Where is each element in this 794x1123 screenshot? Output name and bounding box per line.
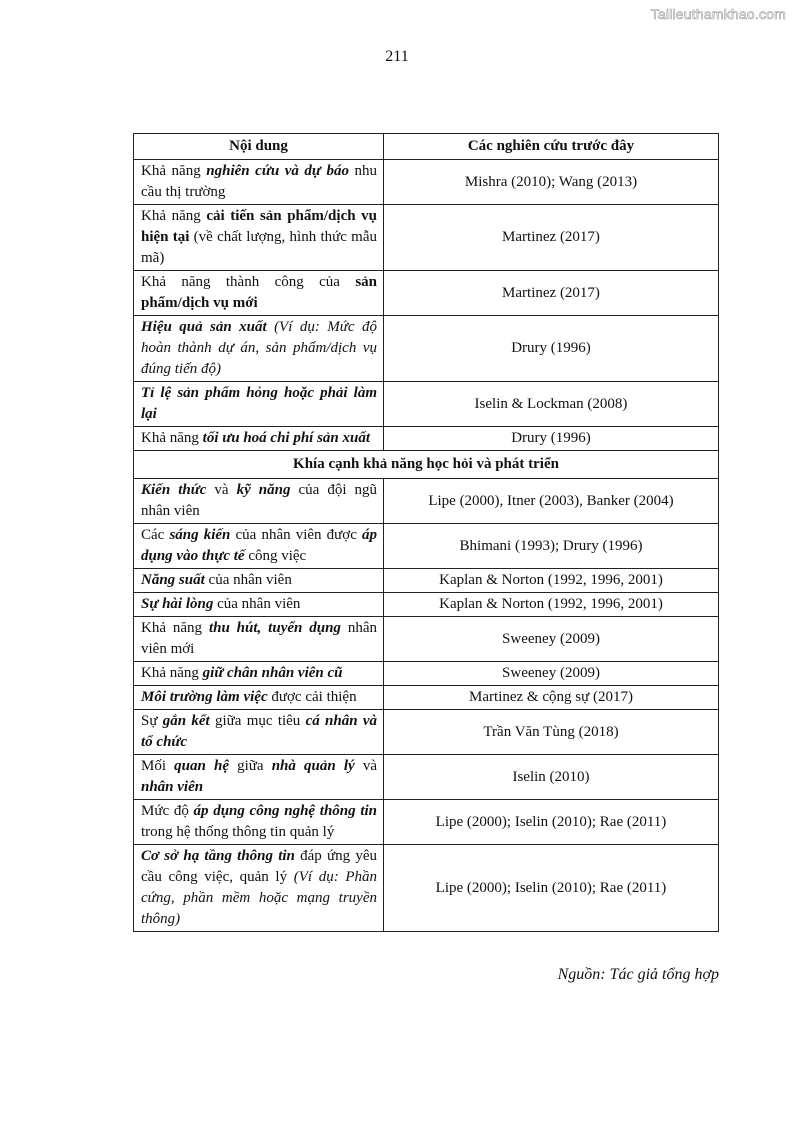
- content-cell: [134, 205, 384, 271]
- content-text: nhân viên mới: [141, 620, 377, 657]
- content-text: gắn kết: [162, 713, 210, 729]
- studies-cell: Kaplan & Norton (1992, 1996, 2001): [384, 569, 719, 593]
- content-text: đáp ứng yêu cầu công việc, quản lý: [141, 848, 377, 885]
- table-section: [134, 451, 719, 479]
- content-text: Sự: [141, 713, 163, 729]
- content-cell: [134, 686, 384, 710]
- content-text: Sự hài lòng: [141, 596, 214, 612]
- section-heading: Khía cạnh khả năng học hỏi và phát triển: [134, 451, 719, 479]
- table-row: [134, 316, 719, 382]
- table-row: [134, 382, 719, 427]
- content-text: Khả năng: [141, 620, 209, 636]
- header-content: Nội dung: [134, 134, 384, 160]
- table-row: [134, 710, 719, 755]
- content-text: Khả năng: [141, 665, 203, 681]
- table-row: [134, 427, 719, 451]
- source-note: Nguồn: Tác giả tổng hợp: [557, 966, 719, 983]
- content-cell: [134, 710, 384, 755]
- content-cell: [134, 845, 384, 932]
- table-row: [134, 617, 719, 662]
- content-text: Khả năng: [141, 430, 203, 446]
- content-cell: [134, 316, 384, 382]
- content-text: được cải thiện: [267, 689, 357, 705]
- content-text: giữa mục tiêu: [209, 713, 306, 729]
- studies-cell: Kaplan & Norton (1992, 1996, 2001): [384, 593, 719, 617]
- table-header-row: [134, 134, 719, 160]
- section-row: [134, 451, 719, 479]
- content-text: sáng kiến: [169, 527, 231, 543]
- content-text: cải tiến sản phẩm/dịch vụ hiện tại: [141, 208, 377, 245]
- content-text: trong hệ thống thông tin quản lý: [141, 824, 335, 840]
- content-text: Môi trường làm việc: [141, 689, 268, 705]
- studies-cell: Lipe (2000); Iselin (2010); Rae (2011): [384, 845, 719, 932]
- studies-cell: Lipe (2000); Iselin (2010); Rae (2011): [384, 800, 719, 845]
- studies-cell: Drury (1996): [384, 427, 719, 451]
- content-text: nhân viên: [141, 779, 204, 795]
- content-text: giữ chân nhân viên cũ: [202, 665, 343, 681]
- content-text: và: [354, 758, 377, 774]
- table-row: [134, 160, 719, 205]
- table-row: [134, 479, 719, 524]
- content-text: Các: [141, 527, 170, 543]
- studies-table: [133, 133, 719, 932]
- content-text: kỹ năng: [236, 482, 291, 498]
- content-text: áp dụng vào thực tế: [141, 527, 377, 564]
- content-cell: [134, 524, 384, 569]
- studies-cell: Martinez (2017): [384, 205, 719, 271]
- table-row: [134, 686, 719, 710]
- content-cell: [134, 755, 384, 800]
- content-cell: [134, 593, 384, 617]
- content-cell: [134, 662, 384, 686]
- content-text: Khả năng thành công của: [141, 274, 356, 290]
- content-text: cá nhân và tổ chức: [141, 713, 377, 750]
- content-cell: [134, 479, 384, 524]
- studies-cell: Lipe (2000), Itner (2003), Banker (2004): [384, 479, 719, 524]
- content-text: Cơ sở hạ tầng thông tin: [141, 848, 295, 864]
- content-text: nhà quản lý: [271, 758, 355, 774]
- studies-cell: Martinez & cộng sự (2017): [384, 686, 719, 710]
- table-row: [134, 662, 719, 686]
- content-cell: [134, 617, 384, 662]
- watermark: Tailieuthamkhao.com: [650, 6, 786, 22]
- content-text: nghiên cứu và dự báo: [206, 163, 349, 179]
- studies-cell: Bhimani (1993); Drury (1996): [384, 524, 719, 569]
- header-studies: Các nghiên cứu trước đây: [384, 134, 719, 160]
- content-text: (về chất lượng, hình thức mẫu mã): [141, 229, 377, 266]
- table-row: [134, 569, 719, 593]
- content-text: Khả năng: [141, 208, 207, 224]
- studies-cell: Martinez (2017): [384, 271, 719, 316]
- content-cell: [134, 427, 384, 451]
- content-text: của đội ngũ nhân viên: [141, 482, 378, 519]
- content-text: (Ví dụ: Mức độ hoàn thành dự án, sản phẩm/dịch vụ đúng tiến độ): [141, 319, 377, 377]
- studies-cell: Drury (1996): [384, 316, 719, 382]
- content-cell: [134, 271, 384, 316]
- table-body-top: [134, 160, 719, 451]
- content-text: công việc: [244, 548, 307, 564]
- content-text: giữa: [228, 758, 272, 774]
- studies-cell: Mishra (2010); Wang (2013): [384, 160, 719, 205]
- content-text: của nhân viên: [213, 596, 301, 612]
- table-body-bottom: [134, 479, 719, 932]
- content-text: Hiệu quả sản xuất: [141, 319, 267, 335]
- studies-cell: Iselin & Lockman (2008): [384, 382, 719, 427]
- content-text: Mức độ: [141, 803, 194, 819]
- content-text: Mối: [141, 758, 175, 774]
- table-row: [134, 524, 719, 569]
- content-text: và: [206, 482, 237, 498]
- table-row: [134, 755, 719, 800]
- content-text: quan hệ: [174, 758, 229, 774]
- page-number: 211: [385, 48, 409, 65]
- content-cell: [134, 160, 384, 205]
- content-text: Năng suất: [141, 572, 205, 588]
- content-text: áp dụng công nghệ thông tin: [193, 803, 377, 819]
- content-text: Kiến thức: [141, 482, 207, 498]
- studies-cell: Trần Văn Tùng (2018): [384, 710, 719, 755]
- table-row: [134, 205, 719, 271]
- content-cell: [134, 800, 384, 845]
- table-row: [134, 271, 719, 316]
- content-text: tối ưu hoá chi phí sản xuất: [202, 430, 371, 446]
- content-text: nhu cầu thị trường: [141, 163, 378, 200]
- studies-cell: Iselin (2010): [384, 755, 719, 800]
- studies-cell: Sweeney (2009): [384, 617, 719, 662]
- content-text: Tỉ lệ sản phẩm hỏng hoặc phải làm lại: [141, 385, 377, 422]
- studies-cell: Sweeney (2009): [384, 662, 719, 686]
- content-text: (Ví dụ: Phần cứng, phần mềm hoặc mạng truyền thông): [141, 869, 377, 927]
- content-text: của nhân viên: [204, 572, 292, 588]
- content-text: sản phẩm/dịch vụ mới: [141, 274, 377, 311]
- content-cell: [134, 569, 384, 593]
- table-row: [134, 845, 719, 932]
- content-text: thu hút, tuyển dụng: [208, 620, 341, 636]
- content-text: Khả năng: [141, 163, 207, 179]
- table-row: [134, 593, 719, 617]
- content-cell: [134, 382, 384, 427]
- table-row: [134, 800, 719, 845]
- content-text: của nhân viên được: [230, 527, 362, 543]
